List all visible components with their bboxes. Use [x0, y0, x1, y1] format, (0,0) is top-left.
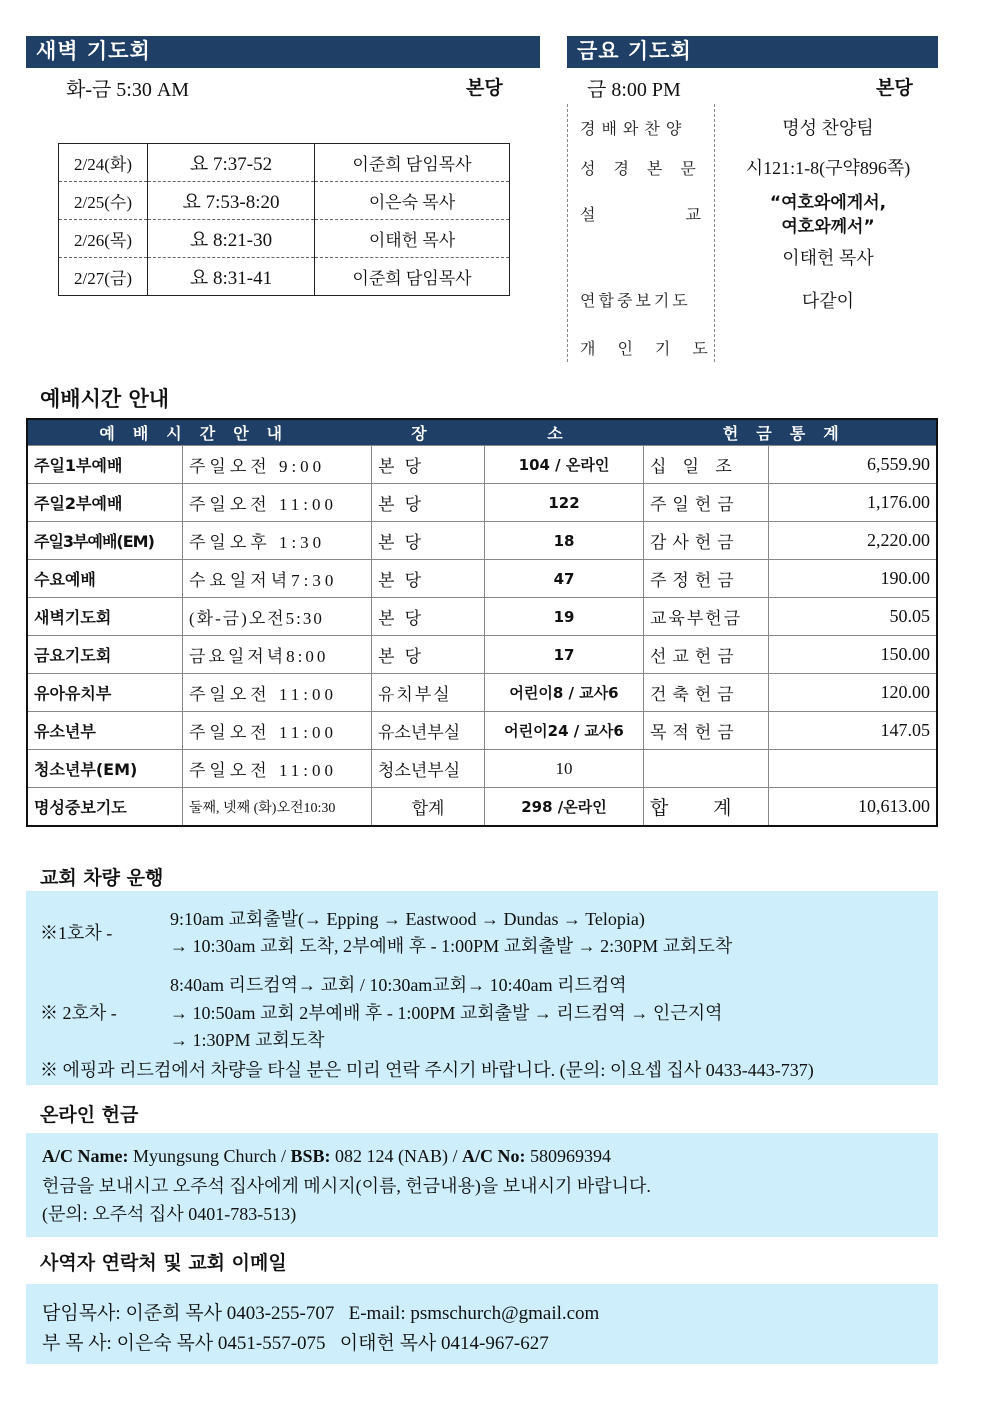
- friday-prayer-title: 금요 기도회: [577, 39, 692, 63]
- dawn-header-underline: [26, 66, 540, 68]
- service-time: 주일오전 11:00: [183, 674, 372, 712]
- bus-section-title: 교회 차량 운행: [40, 867, 164, 889]
- service-place: 유소년부실: [372, 712, 485, 750]
- friday-place: 본당: [876, 77, 913, 99]
- dawn-date: 2/25(수): [59, 182, 148, 220]
- service-name: 유소년부: [27, 712, 183, 750]
- table-row: [27, 446, 937, 484]
- offering-amount: 150.00: [769, 636, 938, 674]
- contact-section-title: 사역자 연락처 및 교회 이메일: [40, 1252, 287, 1274]
- friday-label-praise: 경배와찬양: [580, 121, 688, 138]
- table-row: [27, 636, 937, 674]
- attendance: 122: [485, 484, 644, 522]
- offering-amount: 190.00: [769, 560, 938, 598]
- friday-label-sermon: 설교: [580, 207, 791, 224]
- acno-label: A/C No:: [462, 1146, 526, 1166]
- service-name: 새벽기도회: [27, 598, 183, 636]
- service-name: 금요기도회: [27, 636, 183, 674]
- service-time: 수요일저녁7:30: [183, 560, 372, 598]
- friday-sermon-title-2: 여호와께서”: [781, 217, 875, 237]
- service-place: 유치부실: [372, 674, 485, 712]
- offering-type: 건축헌금: [644, 674, 769, 712]
- attendance: 19: [485, 598, 644, 636]
- offering-total-label: 합 계: [644, 788, 769, 827]
- dawn-leader: 이준희 담임목사: [315, 144, 510, 182]
- table-row: [59, 220, 510, 258]
- service-time: 주일오후 1:30: [183, 522, 372, 560]
- offering-type: [644, 750, 769, 788]
- header-worship-time: 예배시간안내: [27, 419, 372, 446]
- attendance: 104 / 온라인: [485, 446, 644, 484]
- friday-value-praise: 명성 찬양팀: [782, 118, 874, 138]
- offering-total-amount: 10,613.00: [769, 788, 938, 827]
- offering-amount: 6,559.90: [769, 446, 938, 484]
- attendance-total: 298 /온라인: [485, 788, 644, 827]
- service-name: 주일3부예배(EM): [27, 522, 183, 560]
- friday-value-scripture: 시121:1-8(구약896쪽): [745, 158, 911, 178]
- friday-label-intercession: 연합중보기도: [580, 293, 691, 310]
- header-offering-stats: 헌금통계: [644, 419, 938, 446]
- table-row: [27, 750, 937, 788]
- friday-time: 금 8:00 PM: [587, 79, 681, 101]
- total-label: 합계: [372, 788, 485, 827]
- online-instruction: 헌금을 보내시고 오주석 집사에게 메시지(이름, 헌금내용)을 보내시기 바랍니다.: [42, 1176, 651, 1196]
- service-time: 금요일저녁8:00: [183, 636, 372, 674]
- service-place: 본 당: [372, 636, 485, 674]
- car2-label: ※ 2호차 -: [40, 1003, 117, 1023]
- dawn-time: 화-금 5:30 AM: [66, 79, 190, 101]
- acname-label: A/C Name:: [42, 1146, 129, 1166]
- dawn-leader: 이준희 담임목사: [352, 269, 472, 288]
- worship-section-title: 예배시간 안내: [40, 387, 170, 411]
- friday-value-intercession: 다같이: [801, 291, 855, 311]
- offering-type: 선교헌금: [644, 636, 769, 674]
- dawn-passage: 요 7:53-8:20: [148, 182, 315, 220]
- offering-amount: 50.05: [769, 598, 938, 636]
- service-time: (화-금)오전5:30: [183, 598, 372, 636]
- account-info-line: [42, 1146, 611, 1167]
- service-name: 주일1부예배: [27, 446, 183, 484]
- online-section-title: 온라인 헌금: [40, 1104, 139, 1126]
- bus-note: ※ 에핑과 리드컴에서 차량을 타실 분은 미리 연락 주시기 바랍니다. (문의: 이요셉 집사 0433-443-737): [40, 1060, 814, 1080]
- service-place: 본 당: [372, 522, 485, 560]
- car2-route-2: → 10:50am 교회 2부예배 후 - 1:00PM 교회출발 → 리드컴역 → 인근지역: [170, 1003, 723, 1023]
- attendance: 47: [485, 560, 644, 598]
- table-header-row: [27, 419, 937, 446]
- friday-sermon-preacher: 이태헌 목사: [782, 248, 874, 268]
- offering-type: 주일헌금: [644, 484, 769, 522]
- dawn-leader: 이태헌 목사: [315, 220, 510, 258]
- table-row: [59, 182, 510, 220]
- offering-type: 감사헌금: [644, 522, 769, 560]
- bsb-value: 082 124 (NAB) /: [335, 1146, 458, 1166]
- service-name: 명성중보기도: [27, 788, 183, 827]
- offering-type: 십 일 조: [644, 446, 769, 484]
- service-place: 청소년부실: [372, 750, 485, 788]
- table-row: [27, 560, 937, 598]
- service-place: 본 당: [372, 560, 485, 598]
- dawn-passage: 요 7:37-52: [148, 144, 315, 182]
- car1-route-2: → 10:30am 교회 도착, 2부예배 후 - 1:00PM 교회출발 → 2:30PM 교회도착: [170, 936, 733, 956]
- friday-prayer-header: [567, 36, 938, 66]
- dawn-passage: 요 8:21-30: [148, 220, 315, 258]
- table-row: [59, 144, 510, 182]
- service-name: 청소년부(EM): [27, 750, 183, 788]
- attendance: 18: [485, 522, 644, 560]
- friday-label-personal: 개인기도: [580, 341, 730, 358]
- offering-type: 주정헌금: [644, 560, 769, 598]
- dawn-leader: 이은숙 목사: [315, 182, 510, 220]
- attendance: 어린이8 / 교사6: [485, 674, 644, 712]
- table-row: [27, 788, 937, 827]
- offering-amount: 147.05: [769, 712, 938, 750]
- service-place: 본 당: [372, 446, 485, 484]
- offering-type: 교육부헌금: [644, 598, 769, 636]
- table-row: [27, 674, 937, 712]
- service-name: 유아유치부: [27, 674, 183, 712]
- friday-sermon-title-1: “여호와에게서,: [769, 193, 887, 213]
- service-name: 주일2부예배: [27, 484, 183, 522]
- table-row: [27, 484, 937, 522]
- car1-route-1: 9:10am 교회출발(→ Epping → Eastwood → Dundas → Telopia): [170, 909, 645, 929]
- friday-mid-divider: [714, 104, 715, 362]
- friday-header-underline: [567, 66, 938, 68]
- dawn-prayer-header: [26, 36, 540, 66]
- service-time: 주일오전 9:00: [183, 446, 372, 484]
- attendance: 10: [485, 750, 644, 788]
- car2-route-1: 8:40am 리드컴역→ 교회 / 10:30am교회→ 10:40am 리드컴역: [170, 975, 627, 995]
- header-place-2: 소: [485, 419, 644, 446]
- acno-value: 580969394: [530, 1146, 612, 1166]
- service-time: 둘째, 넷째 (화)오전10:30: [183, 788, 372, 827]
- table-row: [59, 258, 510, 296]
- dawn-passage: 요 8:31-41: [148, 258, 315, 296]
- service-time: 주일오전 11:00: [183, 750, 372, 788]
- dawn-schedule-table: [58, 143, 510, 296]
- attendance: 17: [485, 636, 644, 674]
- friday-label-scripture: 성경본문: [580, 161, 714, 178]
- online-inquiry: (문의: 오주석 집사 0401-783-513): [42, 1204, 297, 1224]
- service-time: 주일오전 11:00: [183, 484, 372, 522]
- dawn-place: 본당: [466, 77, 503, 99]
- offering-amount: 120.00: [769, 674, 938, 712]
- offering-amount: [769, 750, 938, 788]
- dawn-date: 2/27(금): [59, 258, 148, 296]
- offering-amount: 1,176.00: [769, 484, 938, 522]
- car2-route-3: → 1:30PM 교회도착: [170, 1030, 325, 1050]
- dawn-date: 2/24(화): [59, 144, 148, 182]
- bsb-label: BSB:: [290, 1146, 331, 1166]
- service-place: 본 당: [372, 484, 485, 522]
- contact-line-2: 부 목 사: 이은숙 목사 0451-557-075 이태헌 목사 0414-967-627: [42, 1333, 549, 1354]
- table-row: [27, 522, 937, 560]
- car1-label: ※1호차 -: [40, 923, 113, 943]
- worship-schedule-table: [26, 418, 938, 827]
- service-name: 수요예배: [27, 560, 183, 598]
- dawn-date: 2/26(목): [59, 220, 148, 258]
- offering-type: 목적헌금: [644, 712, 769, 750]
- dawn-prayer-title: 새벽 기도회: [36, 39, 151, 63]
- table-row: [27, 712, 937, 750]
- attendance: 어린이24 / 교사6: [485, 712, 644, 750]
- offering-amount: 2,220.00: [769, 522, 938, 560]
- friday-left-divider: [567, 104, 568, 362]
- table-row: [27, 598, 937, 636]
- header-place-1: 장: [372, 419, 485, 446]
- service-time: 주일오전 11:00: [183, 712, 372, 750]
- service-place: 본 당: [372, 598, 485, 636]
- contact-line-1: 담임목사: 이준희 목사 0403-255-707 E-mail: psmschurch@gmail.com: [42, 1303, 600, 1324]
- acname-value: Myungsung Church /: [132, 1146, 286, 1166]
